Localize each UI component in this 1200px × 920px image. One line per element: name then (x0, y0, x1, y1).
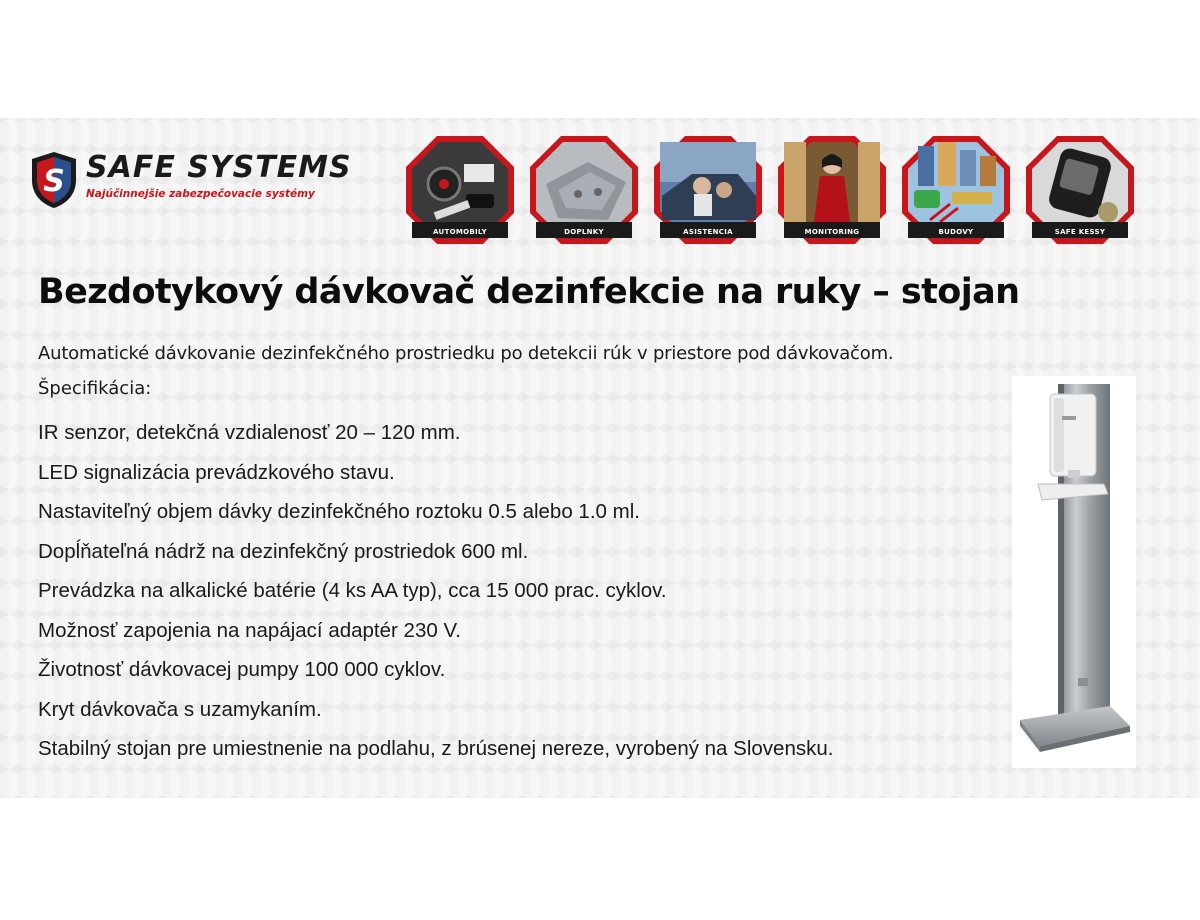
intro-text: Automatické dávkovanie dezinfekčného prostriedku po detekcii rúk v priestore pod dávkovačom. (38, 343, 894, 364)
spec-item: Dopĺňateľná nádrž na dezinfekčný prostriedok 600 ml. (38, 539, 529, 563)
spec-heading: Špecifikácia: (38, 378, 152, 399)
category-nav (404, 134, 1194, 246)
shield-letter: S (43, 164, 65, 199)
category-label: SAFE KESSY (1054, 228, 1106, 236)
category-label: AUTOMOBILY (433, 228, 487, 236)
spec-item: LED signalizácia prevádzkového stavu. (38, 460, 395, 484)
category-monitoring[interactable] (776, 134, 888, 246)
brand-name: SAFE SYSTEMS (86, 150, 352, 185)
product-image (1012, 376, 1136, 768)
category-doplnky[interactable] (528, 134, 640, 246)
spec-item: Kryt dávkovača s uzamykaním. (38, 697, 322, 721)
shield-logo-icon (28, 150, 80, 210)
spec-item: Nastaviteľný objem dávky dezinfekčného roztoku 0.5 alebo 1.0 ml. (38, 500, 640, 523)
spec-list (38, 421, 833, 777)
category-automobily[interactable] (404, 134, 516, 246)
spec-item: Životnosť dávkovacej pumpy 100 000 cyklov. (38, 658, 446, 681)
category-budovy[interactable] (900, 134, 1012, 246)
spec-item: Možnosť zapojenia na napájací adaptér 230 V. (38, 618, 461, 642)
brand-logo[interactable] (28, 148, 378, 218)
spec-item: Stabilný stojan pre umiestnenie na podlahu, z brúsenej nereze, vyrobený na Slovensku. (38, 737, 834, 760)
category-label: ASISTENCIA (683, 228, 733, 236)
category-label: DOPLNKY (564, 228, 604, 236)
spec-item: IR senzor, detekčná vzdialenosť 20 – 120 mm. (38, 421, 461, 444)
category-label: MONITORING (804, 228, 860, 236)
brand-tagline: Najúčinnejšie zabezpečovacie systémy (86, 188, 315, 200)
page-title: Bezdotykový dávkovač dezinfekcie na ruky – stojan (38, 272, 1020, 312)
category-safe-kessy[interactable] (1024, 134, 1136, 246)
spec-item: Prevádzka na alkalické batérie (4 ks AA typ), cca 15 000 prac. cyklov. (38, 579, 667, 602)
category-asistencia[interactable] (652, 134, 764, 246)
category-label: BUDOVY (938, 228, 974, 236)
dispenser-stand-icon (1012, 376, 1136, 768)
